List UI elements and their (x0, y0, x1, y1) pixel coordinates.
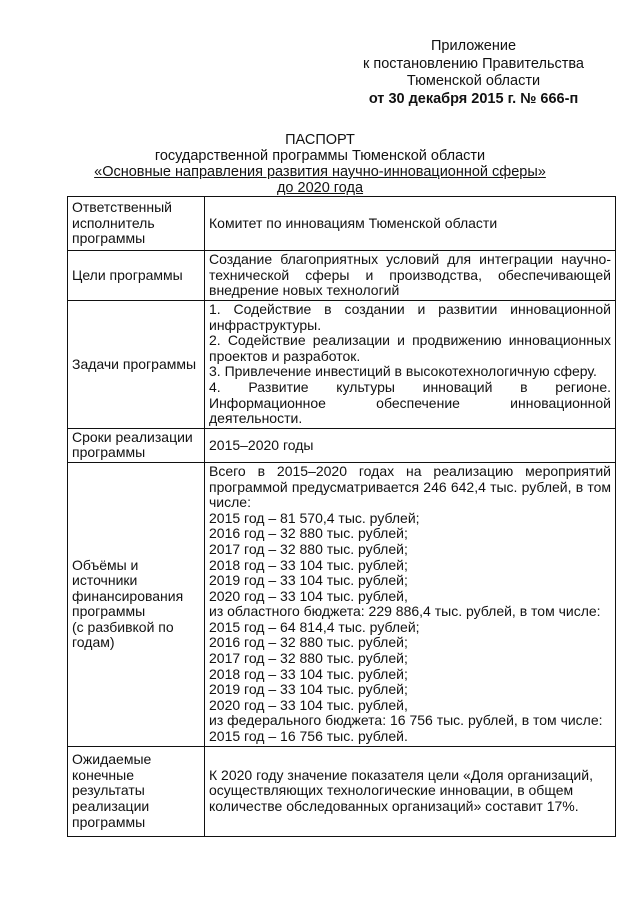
appendix-label: Приложение (430, 38, 517, 54)
table-row-results (68, 746, 616, 836)
title-program-period: до 2020 года (276, 180, 364, 196)
task-item: 2. Содействие реализации и продвижению инновационных проектов и разработок. (209, 332, 611, 364)
funding-line: 2019 год – 33 104 тыс. рублей; (209, 681, 408, 698)
goals-value: Создание благоприятных условий для интеграции научно-технической сферы и производства, обеспечивающей внедрение новых технологий (205, 251, 616, 301)
funding-line: 2016 год – 32 880 тыс. рублей; (209, 634, 408, 651)
document-title (0, 132, 640, 196)
task-item: 3. Привлечение инвестиций в высокотехнологичную сферу. (209, 363, 597, 380)
task-item: 4. Развитие культуры инноваций в регионе. Информационное обеспечение инновационной деятельности. (209, 378, 611, 427)
results-value: К 2020 году значение показателя цели «Доля организаций, осуществляющих технологические инновации, в общем количестве обследованных организаций» составит 17%. (205, 746, 616, 836)
funding-label (68, 462, 205, 746)
region-name: Тюменской области (406, 73, 541, 89)
table-row-tasks (68, 301, 616, 429)
executor-label: Ответственный исполнитель программы (68, 197, 205, 251)
title-program-name: «Основные направления развития научно-инновационной сферы» (94, 164, 546, 180)
funding-line: 2020 год – 33 104 тыс. рублей, (209, 587, 408, 604)
approval-header (363, 38, 584, 108)
funding-line: 2017 год – 32 880 тыс. рублей; (209, 650, 408, 667)
table-row-funding (68, 462, 616, 746)
funding-line: 2020 год – 33 104 тыс. рублей, (209, 696, 408, 713)
task-item: 1. Содействие в создании и развитии инновационной инфраструктуры. (209, 301, 611, 333)
goals-label: Цели программы (68, 251, 205, 301)
funding-line: 2015 год – 81 570,4 тыс. рублей; (209, 509, 420, 526)
funding-line: 2015 год – 16 756 тыс. рублей. (209, 728, 408, 745)
tasks-label: Задачи программы (68, 301, 205, 429)
results-label: Ожидаемые конечные результаты реализации программы (68, 746, 205, 836)
resolution-date-number: от 30 декабря 2015 г. № 666-п (368, 90, 579, 107)
title-program-type: государственной программы Тюменской области (154, 148, 486, 164)
tasks-value (205, 301, 616, 429)
funding-line: 2018 год – 33 104 тыс. рублей; (209, 665, 408, 682)
table-row-executor (68, 197, 616, 251)
funding-label-main: Объёмы и источники финансирования программы (72, 556, 184, 620)
passport-table (67, 196, 616, 837)
terms-value: 2015–2020 годы (205, 428, 616, 462)
table-row-terms (68, 428, 616, 462)
funding-line: из федерального бюджета: 16 756 тыс. рублей, в том числе: (209, 712, 603, 729)
executor-value: Комитет по инновациям Тюменской области (205, 197, 616, 251)
funding-line: 2018 год – 33 104 тыс. рублей; (209, 556, 408, 573)
funding-line: из областного бюджета: 229 886,4 тыс. рублей, в том числе: (209, 603, 601, 620)
resolution-reference: к постановлению Правительства (363, 55, 584, 72)
funding-value (205, 462, 616, 746)
funding-label-note: (с разбивкой по годам) (72, 618, 174, 651)
title-passport: ПАСПОРТ (285, 132, 355, 148)
funding-line: 2017 год – 32 880 тыс. рублей; (209, 540, 408, 557)
funding-line: Всего в 2015–2020 годах на реализацию мероприятий программой предусматривается 246 642,4 тыс. рублей, в том числе: (209, 462, 611, 511)
terms-label: Сроки реализации программы (68, 428, 205, 462)
funding-line: 2016 год – 32 880 тыс. рублей; (209, 525, 408, 542)
funding-line: 2019 год – 33 104 тыс. рублей; (209, 572, 408, 589)
table-row-goals (68, 251, 616, 301)
funding-line: 2015 год – 64 814,4 тыс. рублей; (209, 618, 420, 635)
